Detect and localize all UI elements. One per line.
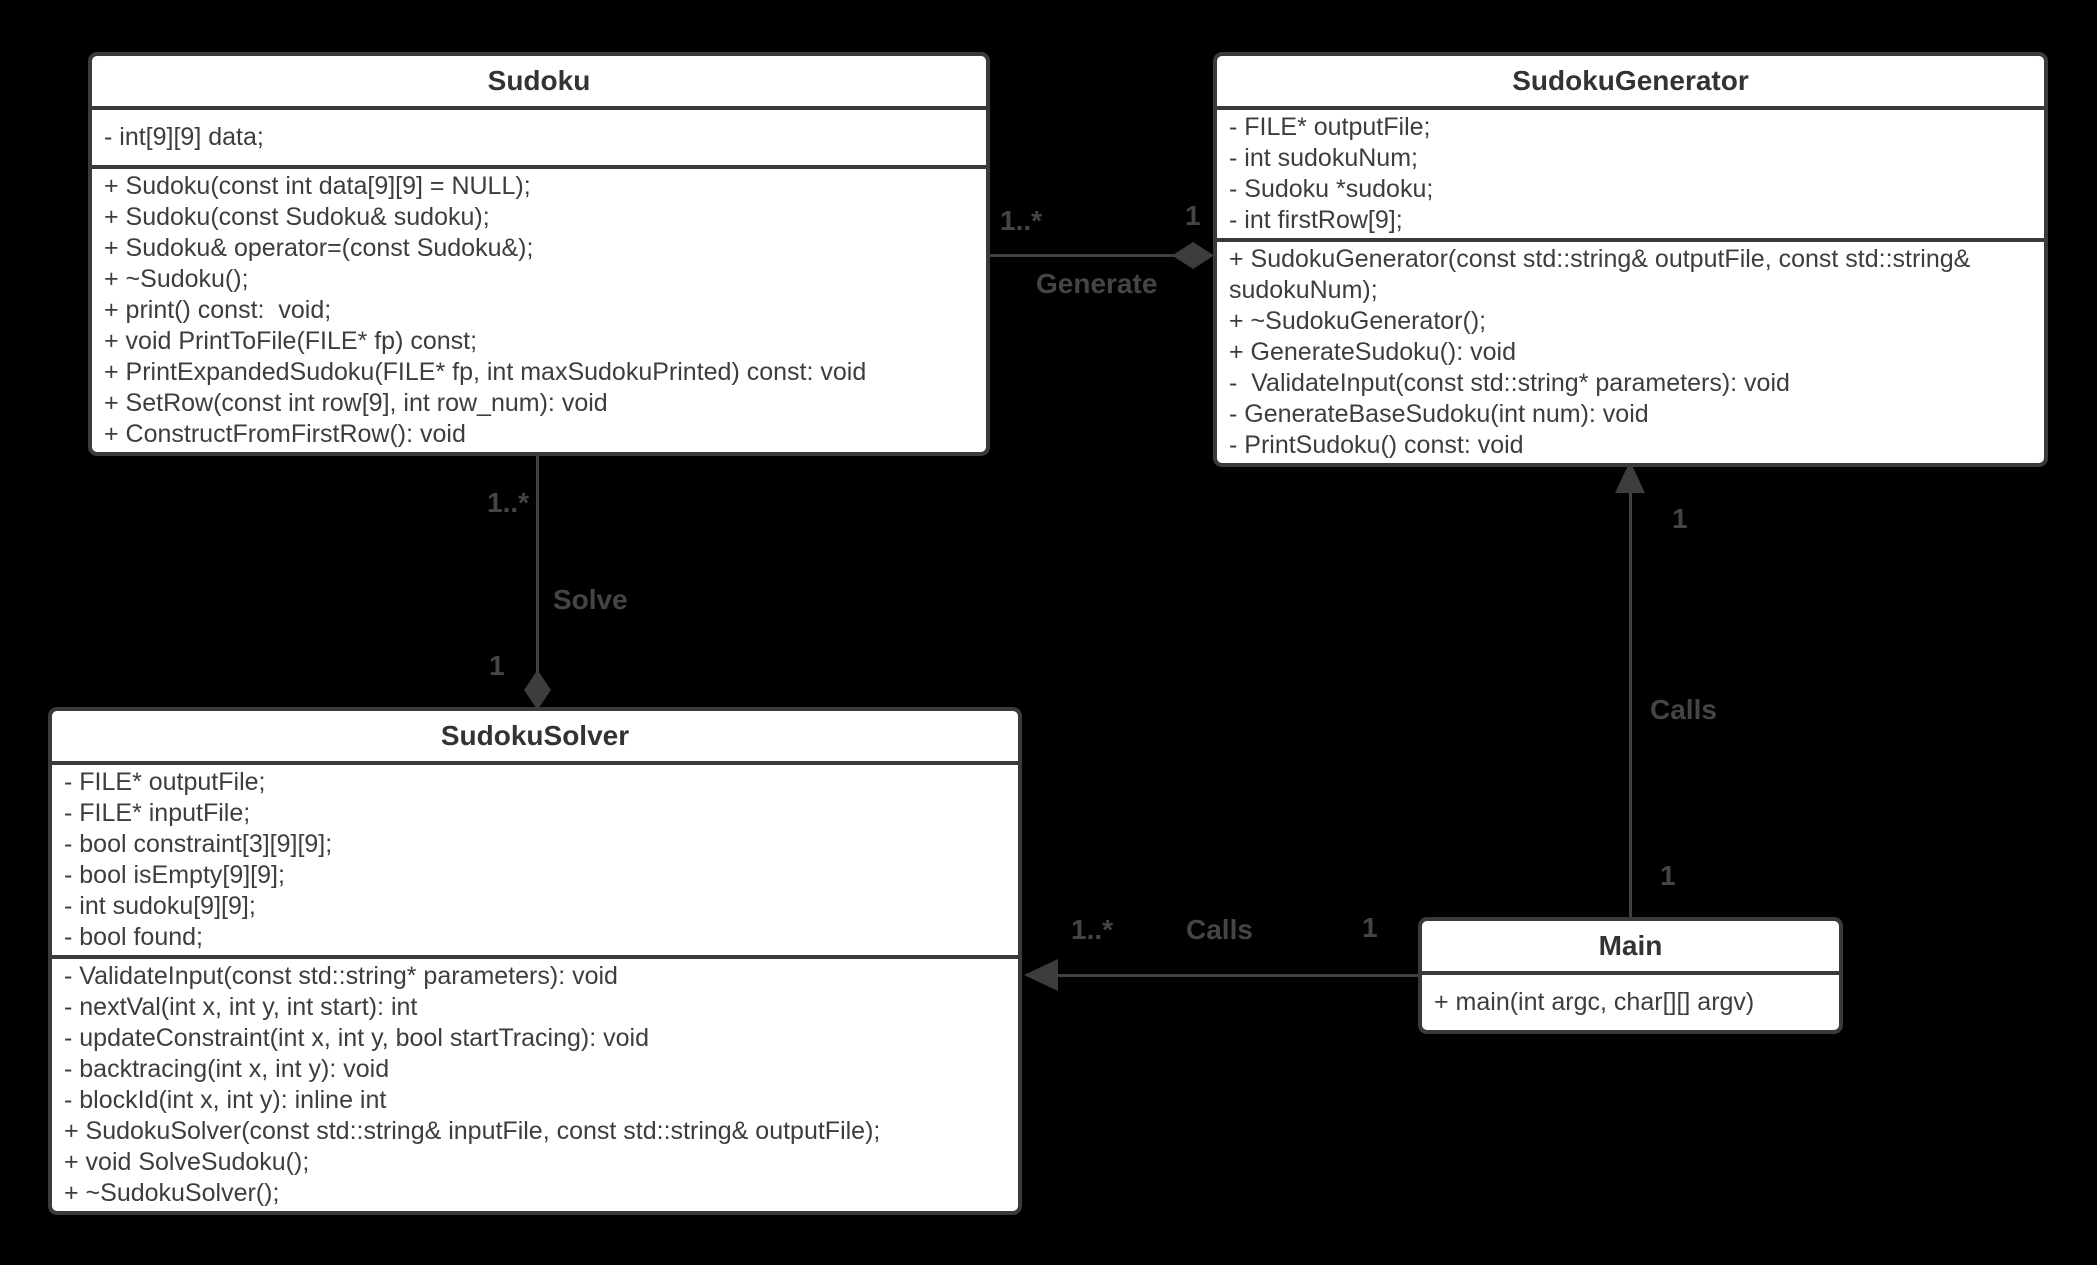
member-line: - PrintSudoku() const: void xyxy=(1229,431,1524,459)
class-title: Sudoku xyxy=(92,56,986,110)
class-box-main xyxy=(1418,917,1843,1034)
class-title: Main xyxy=(1422,921,1839,975)
methods-section xyxy=(1422,975,1839,1030)
member-line: + ~SudokuSolver(); xyxy=(64,1179,280,1207)
generate-label: Generate xyxy=(1036,268,1158,299)
member-line: + ~SudokuGenerator(); xyxy=(1229,307,1487,335)
member-line: + main(int argc, char[][] argv) xyxy=(1434,988,1755,1016)
member-line: - int[9][9] data; xyxy=(104,123,264,151)
member-line: - updateConstraint(int x, int y, bool startTracing): void xyxy=(64,1024,649,1052)
member-line: + Sudoku(const int data[9][9] = NULL); xyxy=(104,172,531,200)
attributes-section xyxy=(52,765,1018,959)
member-line: + ConstructFromFirstRow(): void xyxy=(104,420,466,448)
calls-solver-line xyxy=(1050,974,1420,977)
solve-association-line xyxy=(536,455,539,680)
member-line: - ValidateInput(const std::string* parameters): void xyxy=(64,962,618,990)
class-box-sudoku-solver xyxy=(48,707,1022,1215)
member-line: + Sudoku& operator=(const Sudoku&); xyxy=(104,234,534,262)
member-line: + void SolveSudoku(); xyxy=(64,1148,310,1176)
member-line: - FILE* outputFile; xyxy=(64,768,266,796)
solve-label: Solve xyxy=(553,584,628,615)
member-line: + PrintExpandedSudoku(FILE* fp, int maxSudokuPrinted) const: void xyxy=(104,358,867,386)
methods-section xyxy=(52,959,1018,1211)
member-line: + SudokuGenerator(const std::string& outputFile, const std::string& sudokuNum); xyxy=(1229,245,1978,304)
member-line: - GenerateBaseSudoku(int num): void xyxy=(1229,400,1649,428)
attributes-section xyxy=(1217,110,2044,242)
member-line: - int firstRow[9]; xyxy=(1229,206,1403,234)
calls-solver-mult-source: 1 xyxy=(1362,912,1378,943)
member-line: + SetRow(const int row[9], int row_num): void xyxy=(104,389,608,417)
generate-mult-source: 1..* xyxy=(1000,205,1043,236)
attributes-section xyxy=(92,110,986,169)
member-line: - bool constraint[3][9][9]; xyxy=(64,830,333,858)
calls-generator-mult-top: 1 xyxy=(1672,503,1688,534)
member-line: - int sudoku[9][9]; xyxy=(64,892,256,920)
member-line: - ValidateInput(const std::string* parameters): void xyxy=(1229,369,1790,397)
calls-generator-line xyxy=(1629,482,1632,919)
methods-section xyxy=(92,169,986,452)
calls-solver-arrowhead-icon xyxy=(1024,959,1058,991)
member-line: - blockId(int x, int y): inline int xyxy=(64,1086,387,1114)
member-line: + print() const: void; xyxy=(104,296,332,324)
class-title: SudokuGenerator xyxy=(1217,56,2044,110)
member-line: - backtracing(int x, int y): void xyxy=(64,1055,390,1083)
member-line: + SudokuSolver(const std::string& inputFile, const std::string& outputFile); xyxy=(64,1117,881,1145)
calls-solver-mult-target: 1..* xyxy=(1071,914,1114,945)
generate-composition-diamond-icon xyxy=(1172,242,1214,269)
member-line: + void PrintToFile(FILE* fp) const; xyxy=(104,327,478,355)
member-line: + GenerateSudoku(): void xyxy=(1229,338,1516,366)
member-line: - FILE* inputFile; xyxy=(64,799,251,827)
methods-section xyxy=(1217,242,2044,463)
class-box-sudoku xyxy=(88,52,990,456)
calls-generator-label: Calls xyxy=(1650,694,1717,725)
member-line: + ~Sudoku(); xyxy=(104,265,249,293)
member-line: - FILE* outputFile; xyxy=(1229,113,1431,141)
class-box-sudoku-generator xyxy=(1213,52,2048,467)
solve-composition-diamond-icon xyxy=(524,670,551,710)
solve-mult-source: 1..* xyxy=(487,487,530,518)
member-line: - bool isEmpty[9][9]; xyxy=(64,861,285,889)
member-line: + Sudoku(const Sudoku& sudoku); xyxy=(104,203,490,231)
calls-solver-label: Calls xyxy=(1186,914,1253,945)
member-line: - int sudokuNum; xyxy=(1229,144,1418,172)
class-title: SudokuSolver xyxy=(52,711,1018,765)
generate-association-line xyxy=(988,254,1182,257)
calls-generator-mult-bottom: 1 xyxy=(1660,860,1676,891)
generate-mult-target: 1 xyxy=(1185,200,1201,231)
member-line: - Sudoku *sudoku; xyxy=(1229,175,1434,203)
member-line: - nextVal(int x, int y, int start): int xyxy=(64,993,418,1021)
member-line: - bool found; xyxy=(64,923,203,951)
solve-mult-target: 1 xyxy=(489,650,505,681)
